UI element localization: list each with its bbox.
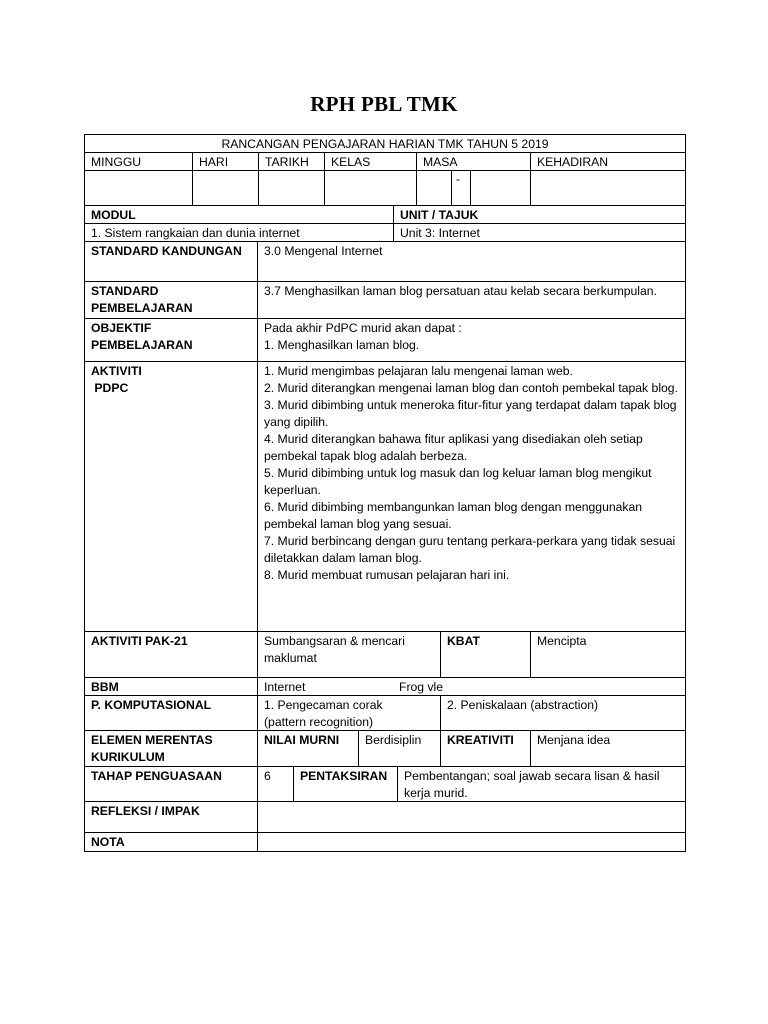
masa-start-value [416,170,451,205]
bbm-value [257,677,686,695]
nota-row [84,832,686,852]
pak21-row [84,631,686,677]
standard-pembelajaran-label-line1: STANDARD [91,284,159,298]
pak21-value-line2: maklumat [264,651,317,665]
kreativiti-label: KREATIVITI [440,730,530,766]
objektif-value [257,318,686,361]
pak21-label: AKTIVITI PAK-21 [84,631,257,677]
aktiviti-label [84,361,257,631]
kbat-label: KBAT [440,631,530,677]
aktiviti-item: 4. Murid diterangkan bahawa fitur aplikasi yang disediakan oleh setiap pembekal tapak blog adalah berbeza. [264,432,643,463]
aktiviti-item: 6. Murid dibimbing membangunkan laman blog dengan menggunakan pembekal laman blog yang sesuai. [264,500,643,531]
kehadiran-header: KEHADIRAN [530,152,686,170]
kelas-value [324,170,416,205]
nota-value [257,832,686,852]
aktiviti-label-line1: AKTIVITI [91,364,142,378]
nilai-murni-label: NILAI MURNI [257,730,358,766]
refleksi-value [257,801,686,832]
pentaksiran-value-line1: Pembentangan; soal jawab secara lisan & hasil [404,769,660,783]
table-header-row [84,134,686,152]
objektif-line2: 1. Menghasilkan laman blog. [264,338,420,352]
tahap-row [84,766,686,801]
tahap-label: TAHAP PENGUASAAN [84,766,257,801]
kreativiti-value: Menjana idea [530,730,686,766]
standard-pembelajaran-label-line2: PEMBELAJARAN [91,301,193,315]
minggu-header: MINGGU [84,152,192,170]
kehadiran-value [530,170,686,205]
komputasional-value-1-line1: 1. Pengecaman corak [264,698,383,712]
elemen-label-line2: KURIKULUM [91,750,165,764]
masa-end-value [470,170,530,205]
pentaksiran-value-line2: kerja murid. [404,786,468,800]
pentaksiran-label: PENTAKSIRAN [293,766,397,801]
modul-value: 1. Sistem rangkaian dan dunia internet [84,223,393,241]
modul-unit-header-row [84,205,686,223]
bbm-row [84,677,686,695]
unit-value: Unit 3: Internet [393,223,686,241]
bbm-label: BBM [84,677,257,695]
minggu-value [84,170,192,205]
komputasional-value-2: 2. Peniskalaan (abstraction) [440,695,686,730]
unit-label: UNIT / TAJUK [393,205,686,223]
komputasional-row [84,695,686,730]
kbat-value: Mencipta [530,631,686,677]
aktiviti-item: 7. Murid berbincang dengan guru tentang perkara-perkara yang tidak sesuai diletakkan dalam laman blog. [264,534,676,565]
nota-label: NOTA [84,832,257,852]
aktiviti-item: 2. Murid diterangkan mengenai laman blog dan contoh pembekal tapak blog. [264,381,678,395]
komputasional-label: P. KOMPUTASIONAL [84,695,257,730]
aktiviti-row [84,361,686,631]
bbm-value-2: Frog vle [399,680,444,694]
bbm-value-1: Internet [264,680,306,694]
pak21-value-line1: Sumbangsaran & mencari [264,634,405,648]
standard-kandungan-label: STANDARD KANDUNGAN [84,241,257,281]
standard-pembelajaran-row [84,281,686,318]
pentaksiran-value [397,766,686,801]
aktiviti-item: 8. Murid membuat rumusan pelajaran hari ini. [264,568,510,582]
elemen-row [84,730,686,766]
table-header: RANCANGAN PENGAJARAN HARIAN TMK TAHUN 5 2019 [84,134,686,152]
tarikh-header: TARIKH [258,152,324,170]
komputasional-value-1 [257,695,440,730]
aktiviti-item: 5. Murid dibimbing untuk log masuk dan log keluar laman blog mengikut keperluan. [264,466,652,497]
standard-pembelajaran-label [84,281,257,318]
kelas-header: KELAS [324,152,416,170]
objektif-line1: Pada akhir PdPC murid akan dapat : [264,321,462,335]
tarikh-value [258,170,324,205]
masa-separator: - [451,170,470,205]
modul-label: MODUL [84,205,393,223]
aktiviti-item: 3. Murid dibimbing untuk meneroka fitur-fitur yang terdapat dalam tapak blog yang dipilih. [264,398,677,429]
aktiviti-item: 1. Murid mengimbas pelajaran lalu mengenai laman web. [264,364,573,378]
modul-unit-value-row [84,223,686,241]
nilai-murni-value: Berdisiplin [358,730,440,766]
masa-header: MASA [416,152,530,170]
page-title: RPH PBL TMK [310,92,458,116]
elemen-label-line1: ELEMEN MERENTAS [91,733,213,747]
standard-kandungan-value: 3.0 Mengenal Internet [257,241,686,281]
hari-value [192,170,258,205]
komputasional-value-1-line2: (pattern recognition) [264,715,374,729]
pak21-value [257,631,440,677]
elemen-label [84,730,257,766]
standard-pembelajaran-value: 3.7 Menghasilkan laman blog persatuan atau kelab secara berkumpulan. [257,281,686,318]
aktiviti-list [257,361,686,631]
objektif-label: OBJEKTIF PEMBELAJARAN [84,318,257,361]
aktiviti-label-line2: PDPC [91,381,129,395]
schedule-header-row [84,152,686,170]
lesson-plan-table [84,134,686,852]
standard-kandungan-row [84,241,686,281]
schedule-value-row [84,170,686,205]
refleksi-row [84,801,686,832]
hari-header: HARI [192,152,258,170]
objektif-row [84,318,686,361]
refleksi-label: REFLEKSI / IMPAK [84,801,257,832]
tahap-value: 6 [257,766,293,801]
